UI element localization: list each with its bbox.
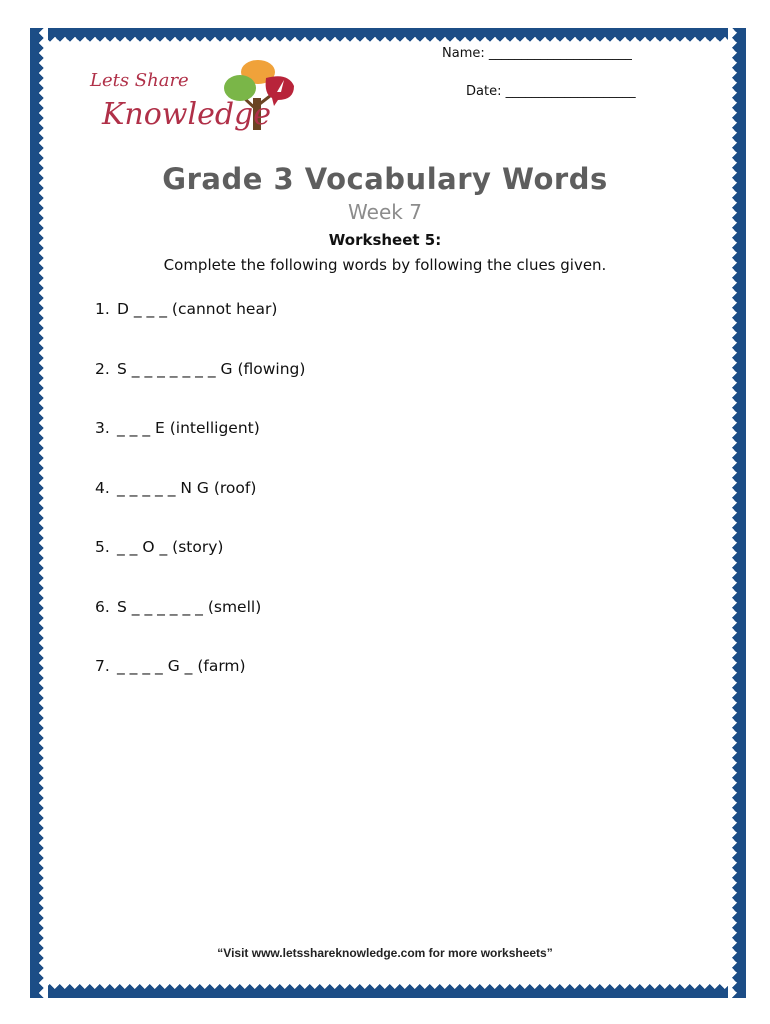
logo-line2: Knowledge [102, 97, 271, 132]
question-number: 4. [95, 478, 110, 497]
question-item [95, 538, 305, 598]
logo [88, 58, 298, 148]
logo-line1: Lets Share [90, 70, 189, 91]
instructions: Complete the following words by following the clues given. [163, 256, 607, 274]
question-item [95, 657, 305, 717]
question-text: S _ _ _ _ _ _ _ G (flowing) [117, 359, 306, 378]
border-top [30, 28, 746, 46]
question-text: _ _ O _ (story) [117, 538, 224, 556]
border-bottom [30, 980, 746, 998]
question-text: D _ _ _ (cannot hear) [117, 300, 278, 318]
question-item [95, 300, 305, 360]
name-field[interactable]: Name: ______________________ [442, 46, 632, 61]
question-number: 6. [95, 597, 110, 616]
question-text: _ _ _ _ _ N G (roof) [117, 478, 257, 497]
question-number: 3. [95, 419, 110, 437]
page-title: Grade 3 Vocabulary Words [162, 162, 608, 196]
question-number: 1. [95, 300, 110, 318]
question-number: 2. [95, 359, 110, 378]
question-text: _ _ _ _ G _ (farm) [117, 657, 246, 675]
question-item [95, 479, 305, 539]
date-field[interactable]: Date: ____________________ [466, 84, 636, 99]
question-list [95, 300, 305, 717]
question-number: 5. [95, 538, 110, 556]
logo-tree-icon [88, 58, 298, 148]
worksheet-heading: Worksheet 5: [328, 231, 442, 249]
page-subtitle: Week 7 [348, 200, 422, 224]
question-item [95, 598, 305, 658]
question-item [95, 360, 305, 420]
question-number: 7. [95, 657, 110, 675]
question-item [95, 419, 305, 479]
footer-link-text: “Visit www.letsshareknowledge.com for more worksheets” [217, 946, 553, 960]
question-text: S _ _ _ _ _ _ (smell) [117, 597, 262, 616]
question-text: _ _ _ E (intelligent) [117, 419, 260, 437]
